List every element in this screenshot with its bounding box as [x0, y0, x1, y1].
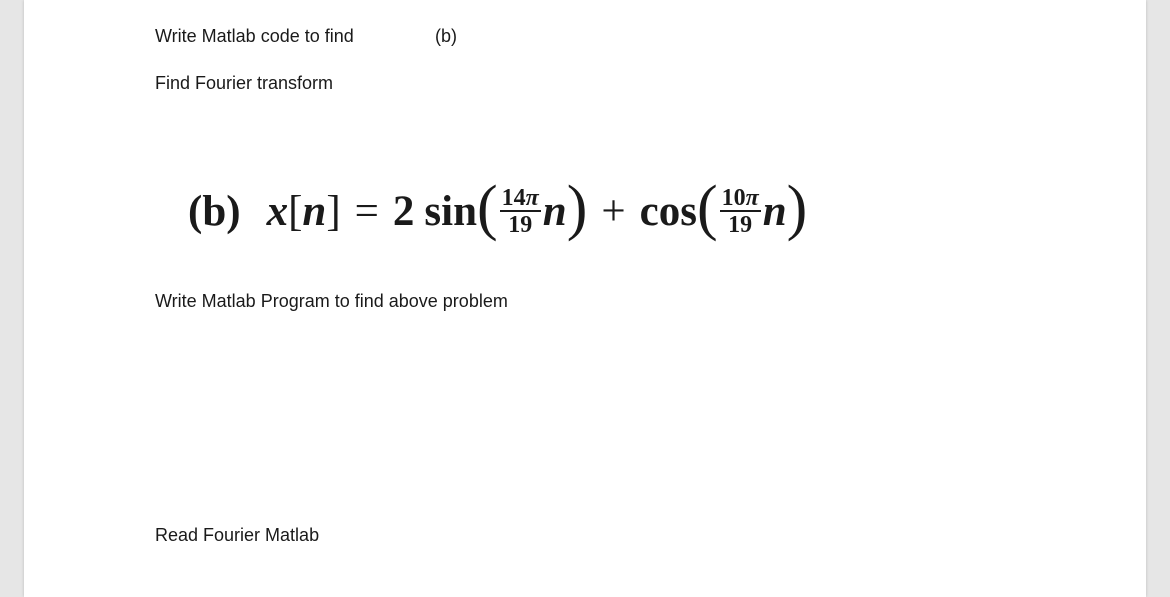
open-paren: (	[477, 174, 498, 242]
fraction-cos	[720, 186, 761, 237]
sine-function: sin	[424, 187, 478, 235]
read-note: Read Fourier Matlab	[155, 525, 320, 545]
lhs-index: n	[302, 187, 327, 235]
coefficient: 2	[392, 187, 415, 235]
fraction-denominator: 19	[508, 211, 533, 238]
fraction-numerator: 14π	[501, 184, 539, 211]
argument-variable: n	[542, 187, 567, 235]
plus-sign: +	[601, 187, 626, 235]
lhs-close-bracket: ]	[326, 187, 341, 235]
task-line: Find Fourier transform	[155, 73, 334, 93]
open-paren: (	[696, 174, 718, 242]
fraction-numerator: 10π	[721, 184, 759, 211]
instruction-line: Write Matlab code to find	[155, 26, 354, 46]
part-label: (b)	[435, 26, 457, 46]
program-instruction: Write Matlab Program to find above problem	[155, 291, 508, 311]
close-paren: )	[566, 174, 588, 242]
fraction-sin	[500, 186, 541, 237]
fraction-denominator: 19	[728, 211, 753, 238]
cosine-function: cos	[639, 187, 697, 235]
document-page	[24, 0, 1146, 597]
lhs-variable: x	[266, 187, 289, 235]
equation-label: (b)	[188, 187, 241, 235]
argument-variable: n	[762, 187, 787, 235]
equals-sign: =	[354, 187, 379, 235]
lhs-open-bracket: [	[288, 187, 303, 235]
equation-image	[188, 175, 807, 247]
close-paren: )	[786, 174, 808, 242]
